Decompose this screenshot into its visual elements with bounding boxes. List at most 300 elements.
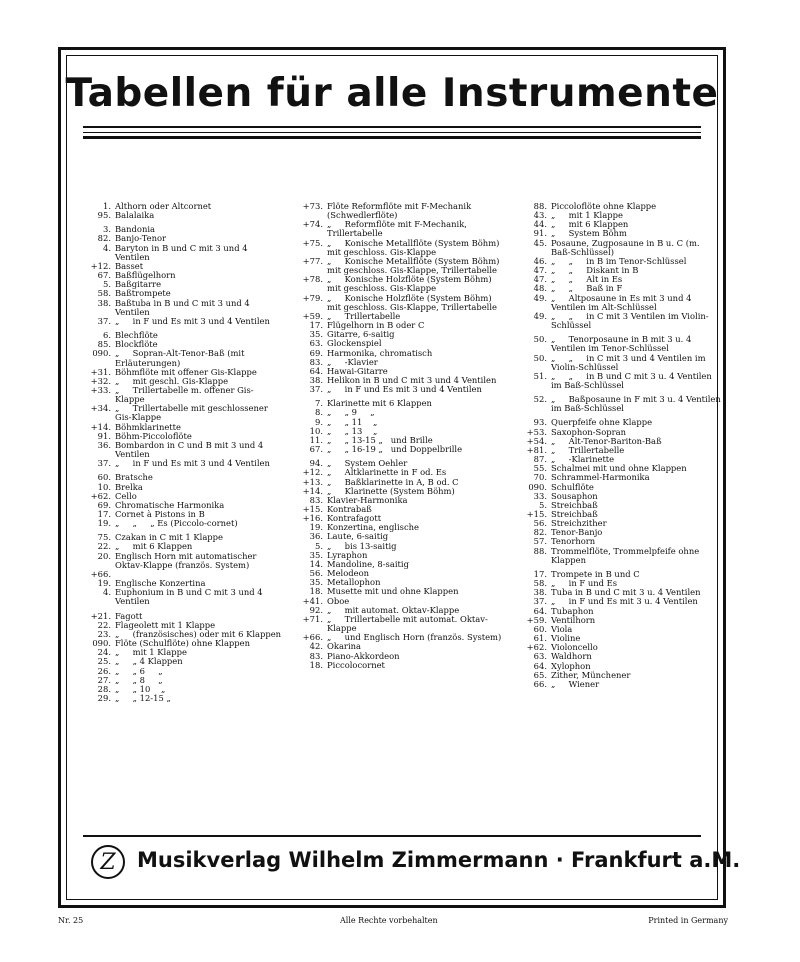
instrument-name: Glockenspiel [327,338,382,349]
table-number: 17. [309,320,323,331]
instrument-name: „ Baßklarinette in A, B od. C [327,476,459,487]
instrument-entry [523,354,721,372]
table-number: +53. [526,426,547,437]
instrument-name: Flöte (Schulflöte) ohne Klappen [115,638,251,649]
table-number: 58. [533,578,547,589]
instrument-name: „ Trillertabelle [551,444,625,455]
instrument-name: Helikon in B und C mit 3 und 4 Ventilen [327,374,497,385]
table-number: 36. [97,439,111,450]
table-number: +78. [302,274,323,285]
table-number: +66. [302,632,323,643]
instrument-name: „ System Böhm [551,228,627,239]
table-number: +41. [302,595,323,606]
table-number: 18. [309,659,323,670]
instrument-name: „ Konische Holzflöte (System Böhm) mit geschloss. Gis-Klappe, Trillertabelle [327,292,497,312]
instrument-entry [523,394,724,414]
table-number: +54. [526,435,547,446]
table-number: +14. [90,421,111,432]
table-number: 88. [533,545,547,556]
table-number: +34. [90,403,111,414]
table-number: 5. [539,499,547,510]
instrument-entry [299,661,505,670]
instrument-name: „ Altposaune in Es mit 3 und 4 Ventilen im Alt-Schlüssel [551,292,695,312]
instrument-name: „ „ 13-15 „ und Brille [327,434,433,445]
instrument-name: Piccoloflöte ohne Klappe [551,201,657,211]
table-number: 22. [97,619,111,630]
instrument-name: „ „ Baß in F [551,283,623,294]
table-number: 19. [97,518,111,529]
instrument-name: „ Trillertabelle mit automat. Oktav-Klappe [327,613,488,634]
instrument-name: Schulflöte [551,481,594,492]
table-number: 090. [92,638,111,649]
table-number: 18. [309,586,323,597]
table-number: +75. [302,237,323,248]
table-number: +79. [302,292,323,303]
instrument-name: Baßtrompete [115,288,171,299]
table-number: 48. [533,283,547,294]
table-number: 47. [533,274,547,285]
instrument-name: Blechflöte [115,330,158,341]
instrument-name: „ Konische Metallflöte (System Böhm) mit geschloss. Gis-Klappe [327,237,503,257]
instrument-name: Banjo-Tenor [115,233,167,244]
instrument-name: Flageolett mit 1 Klappe [115,619,216,630]
instrument-name: „ Klarinette (System Böhm) [327,485,455,496]
instrument-column-2 [299,202,505,670]
table-number: 37. [97,315,111,326]
instrument-name: Viola [551,623,573,634]
instrument-entry [87,349,283,367]
instrument-name: Laute, 6-saitig [327,531,389,542]
table-number: 5. [103,279,111,290]
instrument-entry [523,335,721,353]
table-number: 92. [309,604,323,615]
instrument-name: „ in F und Es [551,578,618,589]
table-number: +12. [302,467,323,478]
instrument-entry [87,299,283,317]
table-number: 4. [103,587,111,598]
table-number: 35. [309,329,323,340]
table-number: 1. [103,201,111,211]
publisher-name: Musikverlag Wilhelm Zimmermann · Frankfurt a.M. [137,848,741,872]
table-number: 38. [533,587,547,598]
instrument-name: Kontrafagott [327,513,382,524]
instrument-name: Euphonium in B und C mit 3 und 4 Ventilen [115,587,266,607]
instrument-name: Baßgitarre [115,279,162,290]
instrument-name: Bombardon in C und B mit 3 und 4 Ventilen [115,439,266,460]
table-number: 42. [309,641,323,652]
publisher-logo-icon: Z [91,845,125,879]
table-number: 7. [315,398,323,409]
instrument-name: Brelka [115,481,143,492]
table-number: 45. [533,237,547,248]
table-number: +12. [90,260,111,271]
table-number: +16. [302,513,323,524]
instrument-name: Mandoline, 8-saitig [327,558,409,569]
instrument-name: Baryton in B und C mit 3 und 4 Ventilen [115,242,251,262]
instrument-name: Böhm-Piccoloflöte [115,430,192,441]
instrument-name: Schalmei mit und ohne Klappen [551,463,687,474]
instrument-entry [523,372,721,390]
instrument-name: „ „ 4 Klappen [115,656,183,667]
instrument-entry [87,386,283,404]
instrument-name: „ mit 6 Klappen [115,541,193,552]
instrument-name: „ „ 11 „ [327,416,378,427]
instrument-name: Fagott [115,610,143,621]
instrument-column-1 [87,202,283,703]
instrument-name: Saxophon-Sopran [551,426,627,437]
table-number: 14. [309,558,323,569]
instrument-name: Xylophon [551,660,591,671]
instrument-name: Chromatische Harmonika [115,499,225,510]
table-number: 24. [97,647,111,658]
instrument-name: „ Reformflöte mit F-Mechanik, Trillertabelle [327,219,470,239]
instrument-name: „ -Klavier [327,356,378,367]
instrument-name: „ und Englisch Horn (französ. System) [327,632,502,643]
instrument-name: „ mit 1 Klappe [115,647,187,658]
instrument-name: Posaune, Zugposaune in B u. C (m. Baß-Schlüssel) [551,237,703,257]
instrument-entry [299,294,505,312]
table-number: 43. [533,210,547,221]
instrument-name: „ „ 12-15 „ [115,692,171,703]
instrument-name: „ Alt-Tenor-Bariton-Baß [551,435,662,446]
instrument-entry [87,588,283,606]
instrument-name: „ Konische Holzflöte (System Böhm) mit geschloss. Gis-Klappe [327,274,495,294]
table-number: +62. [90,490,111,501]
table-number: +15. [302,504,323,514]
instrument-name: „ Sopran-Alt-Tenor-Baß (mit Erläuterungen) [115,348,248,368]
instrument-entry [87,519,283,528]
instrument-entry [299,202,505,220]
table-number: 46. [533,255,547,266]
instrument-name: „ Tenorposaune in B mit 3 u. 4 Ventilen im Tenor-Schlüssel [551,334,694,354]
table-number: 67. [309,444,323,455]
instrument-name: Violoncello [551,642,598,653]
table-number: 50. [533,352,547,363]
instrument-name: Flügelhorn in B oder C [327,320,425,331]
table-number: +21. [90,610,111,621]
instrument-name: „ „ 6 „ [115,665,163,676]
instrument-name: Baßtuba in B und C mit 3 und 4 Ventilen [115,297,253,317]
instrument-name: Balalaika [115,210,155,221]
instrument-name: Tenor-Banjo [551,527,603,538]
table-number: 75. [97,532,111,543]
instrument-name: „ -Klarinette [551,454,615,465]
instrument-name: „ „ Alt in Es [551,274,623,285]
instrument-entry [299,385,505,394]
table-number: 38. [309,374,323,385]
instrument-name: Englisch Horn mit automatischer Oktav-Klappe (französ. System) [115,550,260,570]
instrument-name: „ in F und Es mit 3 und 4 Ventilen [327,384,482,395]
instrument-name: Tenorhorn [551,536,596,547]
table-number: 5. [315,540,323,551]
instrument-name: Querpfeife ohne Klappe [551,417,653,428]
table-number: 69. [97,499,111,510]
table-number: +77. [302,255,323,266]
table-number: 93. [533,417,547,428]
instrument-entry [87,317,283,326]
table-number: 26. [97,665,111,676]
instrument-name: Musette mit und ohne Klappen [327,586,459,597]
instrument-name: „ in F und Es mit 3 und 4 Ventilen [115,458,270,469]
table-number: 91. [533,228,547,239]
instrument-entry [299,445,505,454]
table-number: 64. [533,605,547,616]
instrument-name: „ mit 6 Klappen [551,219,629,230]
table-number: 91. [97,430,111,441]
table-number: +62. [526,642,547,653]
table-number: +32. [90,375,111,386]
title-rule [83,126,701,128]
table-number: 66. [533,678,547,689]
table-number: 94. [309,458,323,469]
instrument-entry [87,211,283,220]
instrument-name: Harmonika, chromatisch [327,347,433,358]
table-number: 69. [309,347,323,358]
instrument-name: Violine [551,633,581,644]
instrument-name: „ „ in B im Tenor-Schlüssel [551,255,687,266]
instrument-name: Metallophon [327,577,381,588]
instrument-name: Trompete in B und C [551,568,640,579]
instrument-entry [299,275,505,293]
table-number: 52. [533,394,547,405]
table-number: 55. [533,463,547,474]
instrument-name: Böhmflöte mit offener Gis-Klappe [115,366,257,377]
table-number: 83. [309,356,323,367]
table-number: 64. [309,365,323,376]
table-number: 36. [309,531,323,542]
table-number: 37. [309,384,323,395]
instrument-name: „ „ 8 „ [115,674,163,685]
instrument-name: Sousaphon [551,490,598,501]
instrument-name: „ mit geschl. Gis-Klappe [115,375,229,386]
instrument-name: Klavier-Harmonika [327,494,408,505]
instrument-name: Klarinette mit 6 Klappen [327,398,432,409]
instrument-name: Lyraphon [327,549,368,560]
page-frame [58,47,741,908]
instrument-name: Tubaphon [551,605,594,616]
table-number: 10. [309,425,323,436]
instrument-entry [87,441,283,459]
table-number: +73. [302,201,323,211]
table-number: 25. [97,656,111,667]
table-number: +71. [302,613,323,624]
instrument-name: Piccolocornet [327,659,385,670]
table-number: +81. [526,444,547,455]
instrument-entry [87,404,283,422]
instrument-name: Oboe [327,595,350,606]
instrument-name: „ (französisches) oder mit 6 Klappen [115,628,282,639]
table-number: 8. [315,407,323,418]
table-number: 67. [97,270,111,281]
instrument-name: „ „ in B und C mit 3 u. 4 Ventilen im Baß-Schlüssel [551,370,715,390]
instrument-name: „ Trillertabelle m. offener Gis-Klappe [115,384,254,405]
table-number: 19. [309,522,323,533]
table-number: 58. [97,288,111,299]
table-number: 11. [309,434,323,445]
title-rule [83,132,701,133]
table-number: 57. [533,536,547,547]
table-number: 6. [103,330,111,341]
instrument-name: „ „ 13 „ [327,425,378,436]
table-number: 20. [97,550,111,561]
table-number: +59. [302,310,323,321]
instrument-name: „ „ 16-19 „ und Doppelbrille [327,444,463,455]
instrument-name: Althorn oder Altcornet [115,201,212,211]
instrument-name: Tuba in B und C mit 3 u. 4 Ventilen [551,587,701,598]
instrument-entry [523,680,721,689]
instrument-name: „ „ in C mit 3 und 4 Ventilen im Violin-Schlüssel [551,352,709,372]
table-number: +13. [302,476,323,487]
table-number: 83. [309,494,323,505]
table-number: 60. [533,623,547,634]
edition-number: Nr. 25 [58,916,84,925]
instrument-name: Schrammel-Harmonika [551,472,650,483]
table-number: +74. [302,219,323,230]
instrument-name: Cornet à Pistons in B [115,509,205,519]
instrument-name: „ Altklarinette in F od. Es [327,467,447,478]
instrument-name: Böhmklarinette [115,421,181,432]
table-number: 56. [309,568,323,579]
instrument-name: „ „ in C mit 3 Ventilen im Violin-Schlüssel [551,310,709,331]
table-number: 37. [97,458,111,469]
table-number: 82. [533,527,547,538]
table-number: 83. [309,650,323,661]
table-number: +31. [90,366,111,377]
rights-notice: Alle Rechte vorbehalten [340,916,438,925]
instrument-name: Piano-Akkordeon [327,650,400,661]
instrument-entry [87,459,283,468]
instrument-entry [87,694,283,703]
table-number: 82. [97,233,111,244]
table-number: +15. [526,509,547,519]
instrument-name: Basset [115,260,144,271]
table-number: 090. [92,348,111,359]
table-number: 29. [97,692,111,703]
instrument-name: „ Trillertabelle [327,310,401,321]
instrument-entry [87,244,283,262]
table-number: 35. [309,577,323,588]
instrument-name: „ „ 10 „ [115,683,166,694]
instrument-name: „ in F und Es mit 3 und 4 Ventilen [115,315,270,326]
table-number: 9. [315,416,323,427]
instrument-name: Waldhorn [551,651,592,662]
instrument-name: Bratsche [115,472,153,483]
instrument-name: „ Konische Metallflöte (System Böhm) mit geschloss. Gis-Klappe, Trillertabelle [327,255,503,276]
instrument-name: Kontrabaß [327,504,372,514]
instrument-name: Czakan in C mit 1 Klappe [115,532,223,543]
instrument-name: Blockflöte [115,339,158,350]
table-number: 70. [533,472,547,483]
table-number: 47. [533,265,547,276]
table-number: 61. [533,633,547,644]
table-number: 17. [97,509,111,519]
table-number: 63. [533,651,547,662]
table-number: 60. [97,472,111,483]
instrument-entry [299,257,505,275]
title-rule [83,136,701,139]
instrument-name: Ventilhorn [551,614,596,625]
instrument-name: Okarina [327,641,362,652]
instrument-name: Konzertina, englische [327,522,420,533]
table-number: 56. [533,518,547,529]
instrument-entry [87,552,283,570]
table-number: 38. [97,297,111,308]
instrument-name: Bandonia [115,224,156,235]
table-number: 51. [533,370,547,381]
table-number: +59. [526,614,547,625]
footer-rule [83,835,701,837]
instrument-name: Baßflügelhorn [115,270,176,281]
instrument-entry [523,239,721,257]
table-number: 10. [97,481,111,492]
table-number: 50. [533,334,547,345]
instrument-entry [523,547,721,565]
table-number: 4. [103,242,111,253]
instrument-column-3 [523,201,724,689]
table-number: 28. [97,683,111,694]
table-number: +14. [302,485,323,496]
instrument-name: Cello [115,490,137,501]
instrument-name: „ mit automat. Oktav-Klappe [327,604,460,615]
table-number: 35. [309,549,323,560]
table-number: 85. [97,339,111,350]
instrument-name: „ System Oehler [327,458,408,469]
table-number: 88. [533,201,547,211]
table-number: 19. [97,578,111,589]
instrument-name: „ in F und Es mit 3 u. 4 Ventilen [551,596,698,607]
printed-notice: Printed in Germany [648,916,728,925]
instrument-entry [299,220,505,238]
instrument-name: „ Wiener [551,678,600,689]
instrument-name: Streichbaß [551,509,598,519]
table-number: 23. [97,628,111,639]
table-number: 3. [103,224,111,235]
instrument-name: „ Trillertabelle mit geschlossener Gis-Klappe [115,403,271,423]
table-number: 49. [533,292,547,303]
instrument-name: Streichzither [551,518,607,529]
instrument-entry [299,239,505,257]
instrument-name: Streichbaß [551,499,598,510]
instrument-name: „ „ Diskant in B [551,265,639,276]
instrument-name: Englische Konzertina [115,578,206,589]
instrument-entry [299,615,505,633]
table-number: 65. [533,669,547,680]
instrument-name: „ Baßposaune in F mit 3 u. 4 Ventilen im Baß-Schlüssel [551,394,724,414]
instrument-name: Zither, Münchener [551,669,631,680]
table-number: 22. [97,541,111,552]
table-number: 44. [533,219,547,230]
table-number: 090. [528,481,547,492]
instrument-name: Hawai-Gitarre [327,365,388,376]
instrument-name: Melodeon [327,568,370,579]
table-number: +33. [90,384,111,395]
instrument-name: „ bis 13-saitig [327,540,397,551]
table-number: 63. [309,338,323,349]
table-number: +66. [90,568,111,579]
table-number: 27. [97,674,111,685]
table-number: 64. [533,660,547,671]
table-number: 87. [533,454,547,465]
instrument-name: Gitarre, 6-saitig [327,329,395,340]
table-number: 95. [97,210,111,221]
page-title: Tabellen für alle Instrumente [65,71,719,116]
instrument-entry [523,294,721,312]
table-number: 17. [533,568,547,579]
instrument-entry [523,312,721,330]
instrument-name: „ mit 1 Klappe [551,210,623,221]
table-number: 49. [533,310,547,321]
instrument-name: „ „ 9 „ [327,407,375,418]
